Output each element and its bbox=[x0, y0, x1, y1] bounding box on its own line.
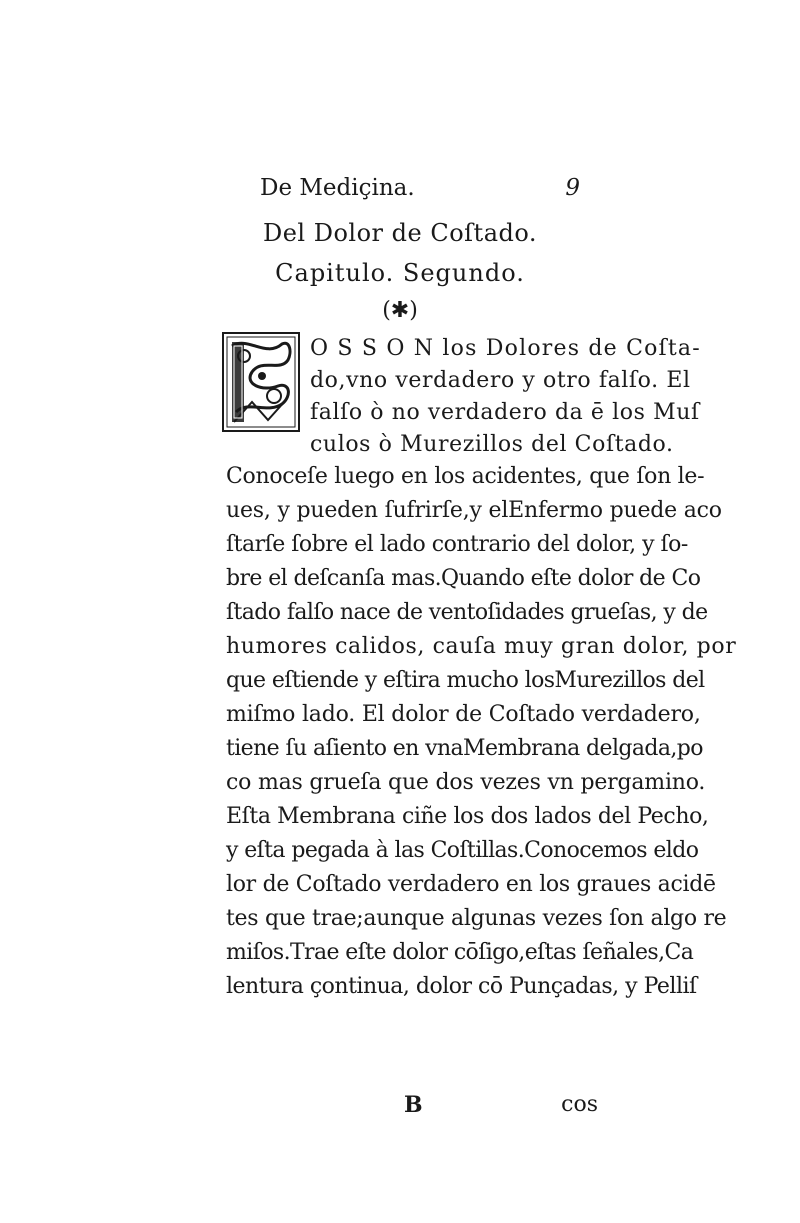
text-line: y eſta pegada à las Coſtillas.Conocemos eldo bbox=[226, 838, 699, 863]
text-line: lor de Coſtado verdadero en los graues acidē bbox=[226, 872, 716, 897]
text-line: lentura çontinua, dolor cō Punçadas, y Pelliſ bbox=[226, 974, 697, 999]
text-line: miſmo lado. El dolor de Coſtado verdadero, bbox=[226, 702, 701, 727]
running-title: De Mediçina. bbox=[260, 175, 415, 201]
text-line: do,vno verdadero y otro falſo. El bbox=[310, 368, 691, 393]
text-line: humores calidos, cauſa muy gran dolor, por bbox=[226, 634, 737, 659]
catchword: cos bbox=[561, 1092, 598, 1117]
text-line: ſtarſe ſobre el lado contrario del dolor, y ſo- bbox=[226, 532, 688, 557]
text-line: falſo ò no verdadero da ē los Muſ bbox=[310, 400, 700, 425]
text-line: bre el deſcanſa mas.Quando eſte dolor de Co bbox=[226, 566, 701, 591]
text-line: tiene ſu aſiento en vnaMembrana delgada,po bbox=[226, 736, 703, 761]
text-line: ues, y pueden ſufrirſe,y elEnfermo puede aco bbox=[226, 498, 722, 523]
chapter-subtitle: Capitulo. Segundo. bbox=[275, 259, 525, 287]
text-line: co mas grueſa que dos vezes vn pergamino. bbox=[226, 770, 706, 795]
chapter-title: Del Dolor de Coſtado. bbox=[262, 219, 538, 247]
running-head bbox=[260, 175, 580, 205]
text-line: que eſtiende y eſtira mucho losMurezillos del bbox=[226, 668, 705, 693]
text-line: Conoceſe luego en los acidentes, que ſon le- bbox=[226, 464, 705, 489]
page-number: 9 bbox=[565, 175, 580, 201]
text-line: ſtado falſo nace de ventoſidades grueſas, y de bbox=[226, 600, 708, 625]
text-line: O S S O N los Dolores de Coſta- bbox=[310, 336, 701, 361]
ornamental-initial-icon bbox=[222, 332, 300, 432]
text-line: Eſta Membrana ciñe los dos lados del Pecho, bbox=[226, 804, 709, 829]
signature-mark: B bbox=[404, 1092, 423, 1118]
chapter-mark: (✱) bbox=[382, 298, 418, 323]
text-line: tes que trae;aunque algunas vezes ſon algo re bbox=[226, 906, 727, 931]
text-line: culos ò Murezillos del Coſtado. bbox=[310, 432, 674, 457]
page-footer bbox=[228, 1092, 608, 1122]
text-line: miſos.Trae eſte dolor cōſigo,eſtas ſeñales,Ca bbox=[226, 940, 694, 965]
